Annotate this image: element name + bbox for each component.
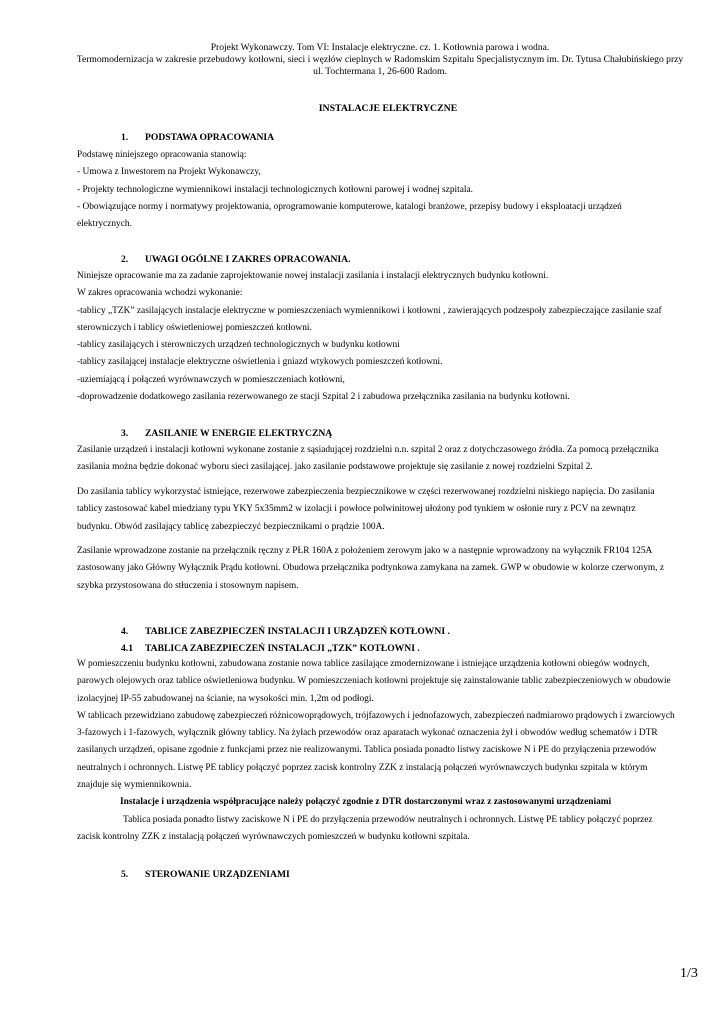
text-line: sterowniczych i tablicy oświetleniowej pomieszczeń kotłowni. <box>77 322 312 333</box>
text-line: W pomieszczeniu budynku kotłowni, zabudowana zostanie nowa tablice zasilające zmodernizowane i istniejące urządzenia kotłowni obiegów wodnych, <box>77 659 650 669</box>
text-line: budynku. Obwód zasilający tablicę zabezpieczyć bezpiecznikami o prądzie 100A. <box>77 521 385 532</box>
section-4-title: TABLICE ZABEZPIECZEŃ INSTALACJI I URZĄDZEŃ KOTŁOWNI . <box>145 626 450 637</box>
section-4-1-heading <box>121 643 420 654</box>
text-line: elektrycznych. <box>77 219 132 230</box>
header-line-2: Termomodernizacja w zakresie przebudowy kotłowni, sieci i węzłów cieplnych w Radomskim Szpitalu Specjalistycznym im. Dr. Tytusa Chałubińskiego przy <box>76 54 684 65</box>
section-2-title: UWAGI OGÓLNE I ZAKRES OPRACOWANIA. <box>145 254 351 265</box>
text-line: Zasilanie urządzeń i instalacji kotłowni wykonane zostanie z sąsiadującej rozdzielni n.n. szpital 2 oraz z dotychczasowego źródła. Za pomocą przełącznika <box>77 445 659 455</box>
section-3-heading <box>121 428 332 439</box>
text-line: Niniejsze opracowanie ma za zadanie zaprojektowanie nowej instalacji zasilania i instalacji elektrycznych budynku kotłowni. <box>77 271 549 281</box>
header-line-3: ul. Tochtermana 1, 26-600 Radom. <box>313 66 447 77</box>
section-3-paragraph-1 <box>77 442 702 477</box>
section-5-number: 5. <box>121 869 129 880</box>
section-1-heading <box>121 132 274 143</box>
text-line: -tablicy zasilającej instalacje elektryczne oświetlenia i gniazd wtykowych pomieszczeń kotłowni. <box>77 357 443 368</box>
section-2-number: 2. <box>121 254 129 265</box>
section-3-paragraph-2 <box>77 484 702 536</box>
document-title: INSTALACJE ELEKTRYCZNE <box>318 103 458 114</box>
text-line: znajduje się wymiennikownia. <box>77 780 192 791</box>
section-3-title: ZASILANIE W ENERGIE ELEKTRYCZNĄ <box>145 428 333 439</box>
section-1-number: 1. <box>121 132 129 143</box>
text-line: zasilania można będzie dokonać wyboru sieci zasilającej. jako zasilanie podstawowe projektuje się zasilanie z nowej rozdzielni Szpital 2. <box>77 462 593 473</box>
text-line: zastosowany jako Główny Wyłącznik Prądu kotłowni. Obudowa przełącznika podtynkowa zamykana na zamek. GWP w obudowie w kolorze czerwonym, z <box>77 563 665 574</box>
text-line: - Projekty technologiczne wymiennikowi instalacji technologicznych kotłowni parowej i wodnej szpitala. <box>77 184 473 195</box>
page-header <box>60 42 700 78</box>
section-4-heading <box>121 626 450 637</box>
text-line: W zakres opracowania wchodzi wykonanie: <box>77 288 243 299</box>
section-3-paragraph-3 <box>77 543 702 595</box>
text-line: Podstawę niniejszego opracowania stanowią: <box>77 150 247 160</box>
text-line: - Umowa z Inwestorem na Projekt Wykonawczy, <box>77 167 261 178</box>
text-line: zasilanych urządzeń, opisane zgodnie z funkcjami przez nie realizowanymi. Tablica posiada ponadto listwy zaciskowe N i PE do przyłączenia przewodów <box>77 745 657 756</box>
text-line: Tablica posiada ponadto listwy zaciskowe N i PE do przyłączenia przewodów neutralnych i ochronnych. Listwę PE tablicy połączyć poprzez <box>123 814 653 825</box>
text-line: -tablicy zasilających i sterowniczych urządzeń technologicznych w budynku kotłowni <box>77 340 400 351</box>
header-line-1: Projekt Wykonawczy. Tom VI: Instalacje elektryczne. cz. 1. Kotłownia parowa i wodna. <box>210 42 550 53</box>
section-1-title: PODSTAWA OPRACOWANIA <box>145 132 275 143</box>
text-line: neutralnych i ochronnych. Listwę PE tablicy połączyć poprzez zacisk kontrolny ZZK z instalacją połączeń wyrównawczych budynku szpitala w którym <box>77 762 648 773</box>
text-line: -tablicy „TZK” zasilających instalacje elektryczne w pomieszczeniach wymiennikowi i kotłowni , zawierających podzespoły zabezpieczające zasilanie szaf <box>77 305 662 316</box>
section-5-heading <box>121 869 290 880</box>
text-line: -uziemiającą i połączeń wyrównawczych w pomieszczeniach kotłowni, <box>77 374 345 385</box>
section-5-title: STEROWANIE URZĄDZENIAMI <box>145 869 290 880</box>
section-1-body <box>77 147 702 233</box>
text-line: zacisk kontrolny ZZK z instalacją połączeń wyrównawczych pomieszczeń w budynku kotłowni szpitala. <box>77 831 470 842</box>
text-line: szybka przystosowana do stłuczenia i stosownym napisem. <box>77 580 299 591</box>
section-3-number: 3. <box>121 428 129 439</box>
text-line: Do zasilania tablicy wykorzystać istniejące, rezerwowe zabezpieczenia bezpiecznikowe w części rezerwowanej rozdzielni niskiego napięcia. Do zasilania <box>77 487 655 497</box>
section-4-number: 4. <box>121 626 129 637</box>
text-line: parowych olejowych oraz tablice oświetleniowa budynku. W pomieszczeniach kotłowni projektuje się zainstalowanie tablic zabezpieczeniowych w obudowie <box>77 676 671 687</box>
text-line: Zasilanie wprowadzone zostanie na przełącznik ręczny z PŁR 160A z położeniem zerowym jako w a następnie wprowadzony na wyłącznik FR104 125A <box>77 546 653 556</box>
text-line: izolacyjnej IP-55 zabudowanej na ścianie, na wysokości min. 1,2m od podłogi. <box>77 693 374 704</box>
section-4-1-body <box>77 656 702 846</box>
section-2-heading <box>121 254 351 265</box>
section-4-1-number: 4.1 <box>121 643 133 654</box>
bold-note: Instalacje i urządzenia współpracujące należy połączyć zgodnie z DTR dostarczonymi wraz z zastosowanymi urządzeniami <box>120 797 612 808</box>
text-line: -doprowadzenie dodatkowego zasilania rezerwowanego ze stacji Szpital 2 i zabudowa przełącznika zasilania na budynku kotłowni. <box>77 392 570 403</box>
section-2-body <box>77 268 702 406</box>
text-line: tablicy zastosować kabel miedziany typu YKY 5x35mm2 w izolacji i powłoce polwinitowej ułożony pod tynkiem w osłonie rury z PCV na zewnątrz <box>77 504 636 515</box>
text-line: 3-fazowych i 1-fazowych, wyłącznik główny tablicy. Na żyłach przewodów oraz aparatach wykonać oznaczenia żył i obwodów według schematów i DTR <box>77 728 658 739</box>
page-number: 1/3 <box>680 966 698 981</box>
text-line: W tablicach przewidziano zabudowę zabezpieczeń różnicowoprądowych, trójfazowych i jednofazowych, zabezpieczeń nadmiarowo prądowych i zwarciowych <box>77 710 675 721</box>
text-line: - Obowiązujące normy i normatywy projektowania, oprogramowanie komputerowe, katalogi branżowe, przepisy budowy i eksploatacji urządzeń <box>77 201 622 212</box>
section-4-1-title: TABLICA ZABEZPIECZEŃ INSTALACJI „TZK” KOTŁOWNI . <box>145 643 420 654</box>
